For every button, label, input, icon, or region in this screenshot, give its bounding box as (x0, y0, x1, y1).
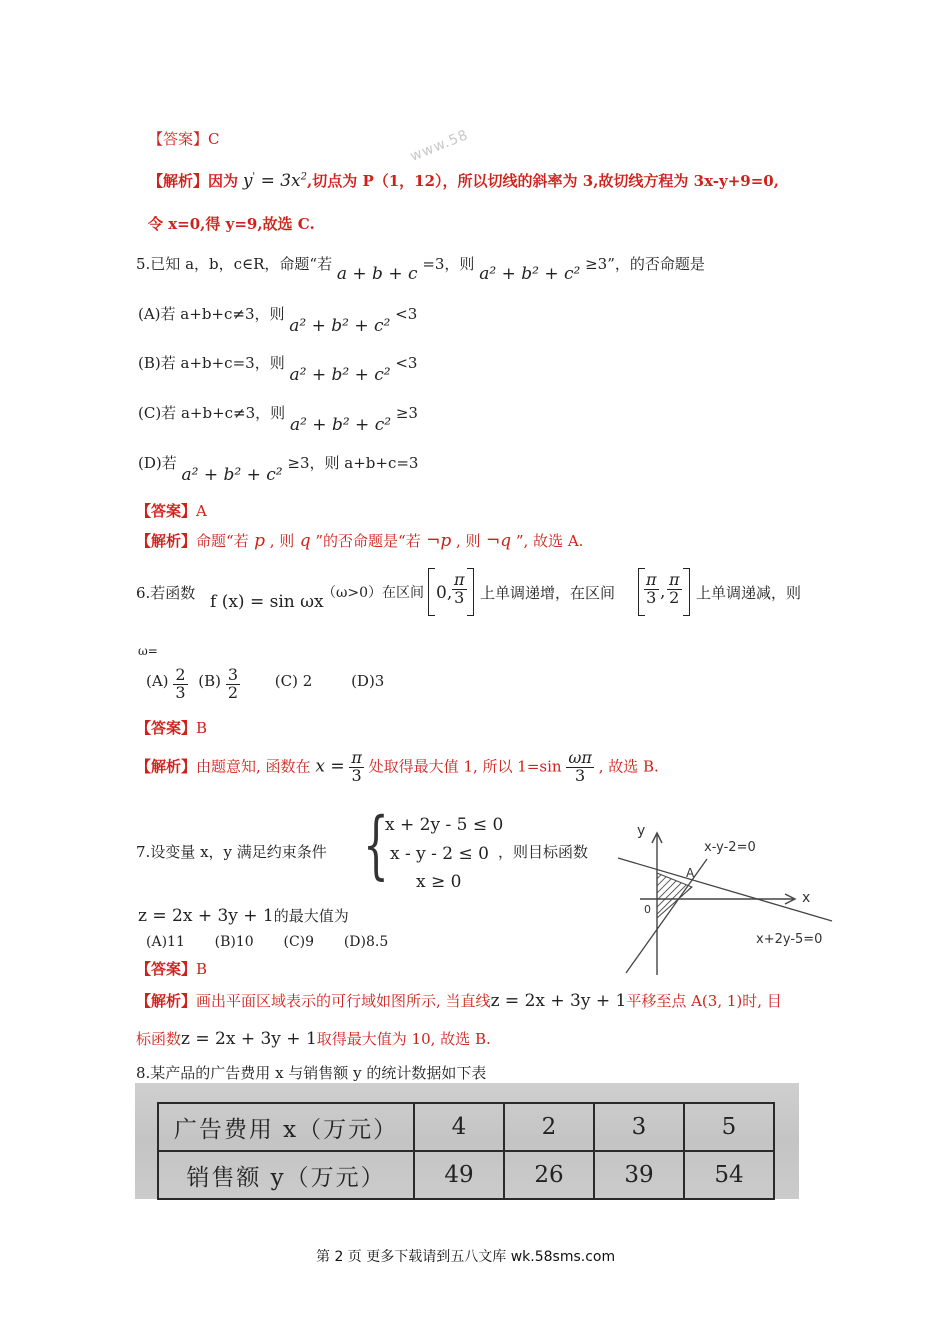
constraint-1: x + 2y - 5 ≤ 0 (385, 815, 504, 835)
analysis-text: ,切点为 P（1，12），所以切线的斜率为 3,故切线方程为 3x-y+9=0, (307, 172, 779, 190)
option-text: (D)3 (351, 672, 385, 691)
q7-analysis-line1 (136, 990, 782, 1011)
option-text: (C) 2 (274, 672, 313, 691)
q5-stem-text: =3，则 (422, 255, 475, 273)
analysis-text: , 则 (451, 532, 481, 550)
objective-function: z = 2x + 3y + 1 (138, 906, 274, 926)
q7-stem: 7.设变量 x，y 满足约束条件 (136, 843, 327, 861)
derivative-expr: $y' = 3x^2$ (242, 171, 308, 191)
constraint-3: x ≥ 0 (416, 872, 462, 892)
analysis-text: , 故选 B. (598, 757, 659, 776)
point-a-label: A (686, 866, 695, 880)
q6-stem-condition: （ω>0）在区间 (322, 585, 425, 601)
denominator: 3 (575, 765, 586, 785)
square-sum-expr: a² + b² + c² (289, 415, 392, 435)
table-cell: 2 (504, 1103, 594, 1151)
table-cell: 5 (684, 1103, 774, 1151)
interval-1 (428, 570, 474, 614)
analysis-label: 【解析】 (148, 172, 209, 190)
omega-pi-over-three (566, 750, 594, 785)
table-row (158, 1103, 774, 1151)
constraint-2: x - y - 2 ≤ 0 (390, 844, 489, 864)
pi-over-three (452, 572, 467, 607)
square-sum-expr: a² + b² + c² (289, 365, 391, 385)
analysis-text: , 则 (264, 532, 295, 550)
q5-stem (136, 253, 705, 284)
denominator: 3 (646, 587, 657, 607)
option-text: ≥3 (395, 404, 418, 422)
denominator: 2 (227, 682, 238, 702)
row-header: 销售额 y（万元） (158, 1151, 414, 1199)
numerator: π (454, 570, 465, 589)
q5-option-c (138, 402, 418, 435)
q6-stem-suffix: 上单调递减，则 (696, 584, 802, 602)
answer-value: C (208, 130, 220, 148)
p-symbol: p (248, 531, 265, 551)
q-symbol: q (294, 531, 311, 551)
interval-left-value: 0, (436, 583, 453, 603)
q7-answer (136, 958, 207, 979)
analysis-text: 平移至点 A(3, 1)时, 目 (626, 992, 782, 1010)
option-text: (B)若 a+b+c=3，则 (138, 354, 285, 372)
answer-value: B (196, 960, 208, 978)
q7-analysis-line2 (136, 1028, 491, 1049)
option-text: (C)若 a+b+c≠3，则 (138, 404, 286, 422)
denominator: 3 (454, 587, 465, 607)
analysis-text: ”的否命题是“若 (310, 532, 421, 550)
numerator: π (669, 570, 680, 589)
answer-label: 【答案】 (136, 502, 197, 520)
table-cell: 26 (504, 1151, 594, 1199)
right-bracket (467, 568, 474, 616)
numerator: 2 (175, 665, 186, 684)
data-table (157, 1102, 775, 1200)
q5-option-d (138, 452, 419, 485)
analysis-label: 【解析】 (136, 532, 197, 550)
option-text: (D)若 (138, 454, 177, 472)
option-text: <3 (395, 305, 418, 323)
y-symbol: y (242, 171, 253, 191)
q6-omega: ω= (138, 644, 158, 658)
three-halves (226, 667, 240, 702)
prime-symbol: ' (252, 171, 256, 183)
answer-label: 【答案】 (136, 719, 197, 737)
feasible-region-graph (600, 815, 850, 985)
analysis-label: 【解析】 (136, 757, 197, 776)
q5-stem-text: 5.已知 a，b，c∈R，命题“若 (136, 255, 333, 273)
table-cell: 39 (594, 1151, 684, 1199)
objective-function: z = 2x + 3y + 1 (490, 991, 627, 1011)
answer-label: 【答案】 (136, 960, 197, 978)
analysis-text: 因为 (208, 172, 239, 190)
interval-2 (638, 570, 690, 614)
numerator: π (646, 570, 657, 589)
q4-analysis-line2: 令 x=0,得 y=9,故选 C. (148, 215, 315, 233)
table-cell: 3 (594, 1103, 684, 1151)
origin-label: 0 (644, 903, 651, 916)
table-row (158, 1151, 774, 1199)
square-sum-expr: a² + b² + c² (181, 465, 283, 485)
q5-option-b (138, 352, 418, 385)
x-axis-label: x (802, 890, 811, 906)
right-bracket (683, 568, 690, 616)
option-text: ≥3，则 a+b+c=3 (287, 454, 419, 472)
analysis-text: 画出平面区域表示的可行域如图所示, 当直线 (196, 992, 491, 1010)
q7-objective (138, 905, 349, 926)
objective-function: z = 2x + 3y + 1 (181, 1029, 317, 1049)
answer-label: 【答案】 (148, 130, 209, 148)
q7-stem-text: 的最大值为 (273, 907, 349, 925)
denominator: 2 (669, 587, 680, 607)
q4-analysis-line1 (148, 170, 779, 191)
q6-analysis (136, 750, 659, 796)
comma: , (660, 582, 666, 602)
denominator: 3 (175, 682, 186, 702)
data-table-photo (135, 1083, 799, 1199)
option-label: (B) (198, 672, 222, 691)
q6-stem-middle: 上单调递增，在区间 (480, 584, 616, 602)
pi-over-three (349, 750, 364, 785)
q6-function: f (x) = sin ωx (210, 592, 324, 612)
table-cell: 54 (684, 1151, 774, 1199)
q6-stem-prefix: 6.若函数 (136, 584, 196, 602)
analysis-text: 处取得最大值 1, 所以 1=sin (368, 757, 562, 776)
derivative-rhs: = 3x (255, 171, 301, 191)
q6-options (146, 667, 384, 711)
answer-value: A (196, 502, 207, 520)
line1-label: x-y-2=0 (704, 840, 756, 855)
line2-label: x+2y-5=0 (756, 932, 823, 947)
constraint-brace: { (363, 802, 389, 888)
q4-answer (148, 128, 220, 149)
square-sum-expr: a² + b² + c² (479, 264, 581, 284)
two-thirds (173, 667, 187, 702)
analysis-text: 标函数 (136, 1030, 182, 1048)
watermark: www.58 (408, 127, 471, 165)
analysis-text: 命题“若 (196, 532, 249, 550)
analysis-label: 【解析】 (136, 992, 197, 1010)
left-bracket (428, 568, 435, 616)
numerator: ωπ (568, 748, 592, 767)
x-equals: x = (315, 756, 345, 777)
analysis-text: 取得最大值为 10, 故选 B. (316, 1030, 491, 1048)
option-text: (A)若 a+b+c≠3，则 (138, 305, 285, 323)
not-p-symbol: ¬p (420, 531, 452, 551)
row-header: 广告费用 x（万元） (158, 1103, 414, 1151)
answer-value: B (196, 719, 208, 737)
option-text: <3 (395, 354, 418, 372)
table-cell: 49 (414, 1151, 504, 1199)
q5-stem-text: ≥3”，的否命题是 (585, 255, 705, 273)
denominator: 3 (351, 765, 362, 785)
q5-option-a (138, 303, 418, 336)
q5-answer (136, 500, 207, 521)
option-label: (A) (146, 672, 169, 691)
q7-options: (A)11 (B)10 (C)9 (D)8.5 (146, 934, 389, 950)
page-footer: 第 2 页 更多下载请到五八文库 wk.58sms.com (316, 1249, 616, 1265)
numerator: π (351, 748, 362, 767)
table-cell: 4 (414, 1103, 504, 1151)
q7-stem-b: ，则目标函数 (498, 843, 589, 861)
square-sum-expr: a² + b² + c² (289, 316, 391, 336)
not-q-symbol: ¬q (480, 531, 512, 551)
q8-stem: 8.某产品的广告费用 x 与销售额 y 的统计数据如下表 (136, 1064, 487, 1082)
y-axis-label: y (637, 823, 646, 839)
pi-over-three (644, 572, 659, 607)
analysis-text: 由题意知, 函数在 (196, 757, 311, 776)
q6-answer (136, 717, 207, 738)
sum-expr: a + b + c (336, 264, 418, 284)
q5-analysis (136, 530, 583, 551)
numerator: 3 (227, 665, 238, 684)
analysis-text: ”, 故选 A. (511, 532, 584, 550)
pi-over-two (667, 572, 682, 607)
